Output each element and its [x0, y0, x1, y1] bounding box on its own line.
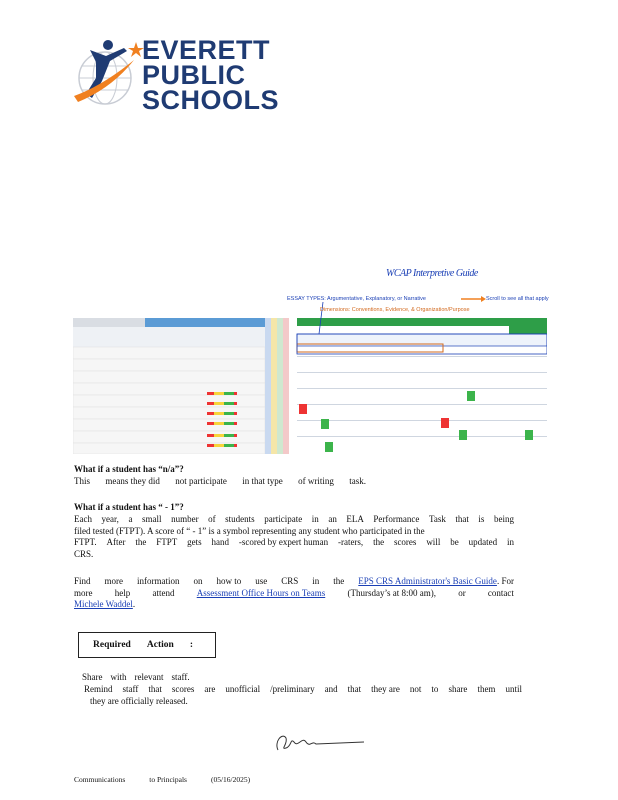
- scroll-annotation: Scroll to see all that apply: [486, 296, 549, 302]
- logo-wordmark: EVERETT PUBLIC SCHOOLS: [142, 35, 280, 115]
- bullet-1: Share with relevant staff.: [82, 672, 190, 682]
- essay-types-annotation: ESSAY TYPES: Argumentative, Explanatory, or Narrative: [287, 296, 426, 302]
- crs-guide-link[interactable]: EPS CRS Administrator's Basic Guide: [358, 576, 497, 586]
- guide-title: WCAP Interpretive Guide: [386, 268, 478, 279]
- required-action-box: Required Action :: [78, 632, 216, 658]
- contact-link[interactable]: Michele Waddel: [74, 599, 133, 609]
- bullet-2: Remind staff that scores are unofficial /preliminary and that they are not to share them until they are officially released.: [84, 684, 522, 706]
- na-body: This means they did not participate in that type of writing task.: [74, 476, 366, 486]
- runner-icon: [74, 40, 144, 102]
- crs-screenshot: [73, 292, 547, 454]
- signature: [272, 728, 368, 756]
- dimensions-annotation: Dimensions: Conventions, Evidence, & Organization/Purpose: [320, 307, 470, 313]
- more-info: Find more information on how to use CRS in the EPS CRS Administrator's Basic Guide. For more help attend Assessment Office Hours on Teams (Thursday’s at 8:00 am), or contact Michele Waddel.: [74, 576, 514, 609]
- office-hours-link[interactable]: Assessment Office Hours on Teams: [196, 587, 326, 598]
- neg1-heading: What if a student has “ - 1”?: [74, 502, 184, 512]
- na-heading: What if a student has “n/a”?: [74, 464, 184, 474]
- footer: Communications to Principals (05/16/2025): [74, 775, 251, 784]
- neg1-body: Each year, a small number of students participate in an ELA Performance Task that is being filed tested (FTPT). A score of “ - 1” is a symbol representing any student who participated in the FTPT. After the FTPT gets hand -scored by expert human -raters, the scores will be updated in CRS.: [74, 514, 514, 559]
